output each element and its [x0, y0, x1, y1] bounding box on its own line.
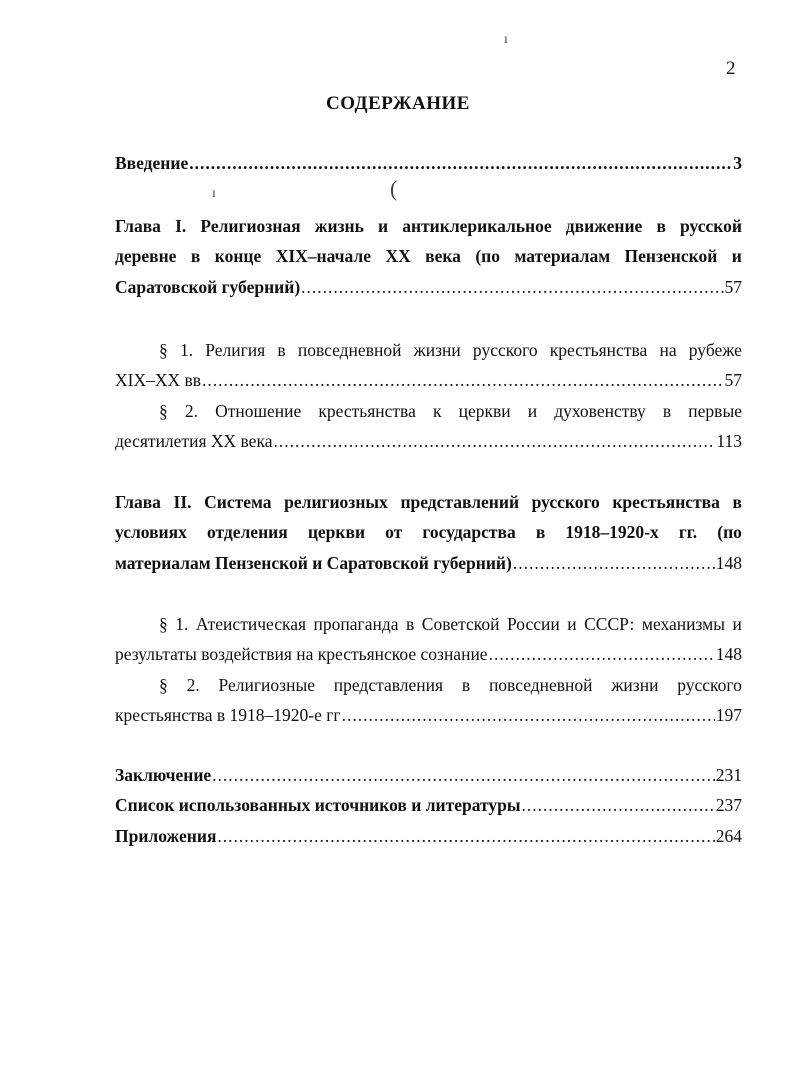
leader-dots	[202, 369, 723, 391]
toc-section-title: десятилетия XX века	[115, 431, 273, 451]
leader-dots	[212, 764, 715, 786]
toc-section-1-1-line-2[interactable]	[115, 369, 742, 391]
toc-chapter-1-line-1[interactable]	[115, 215, 742, 237]
toc-section-1-2-line-2[interactable]	[115, 430, 742, 452]
toc-section-1-2-line-1[interactable]	[115, 400, 742, 422]
leader-dots	[301, 276, 723, 298]
toc-entry-title: Введение	[115, 153, 189, 173]
toc-section-2-1-line-2[interactable]	[115, 643, 742, 665]
toc-entry-sources[interactable]	[115, 794, 742, 816]
leader-dots	[342, 704, 715, 726]
toc-page-number: 197	[715, 705, 742, 725]
leader-dots	[217, 825, 714, 847]
toc-page-number: 237	[715, 795, 742, 815]
toc-chapter-1-line-2[interactable]	[115, 245, 742, 267]
leader-dots	[189, 152, 732, 174]
toc-page-number: 231	[715, 765, 742, 785]
toc-section-2-2-line-2[interactable]	[115, 704, 742, 726]
toc-chapter-2-line-2[interactable]	[115, 521, 742, 543]
toc-entry-intro[interactable]	[115, 152, 742, 174]
toc-chapter-title: условиях отделения церкви от государства в 1918–1920-х гг. (по	[115, 522, 742, 542]
toc-chapter-2-line-1[interactable]	[115, 491, 742, 513]
toc-page-number: 264	[715, 826, 742, 846]
scan-mark: (	[390, 176, 398, 201]
toc-page-number: 148	[715, 553, 742, 573]
toc-entry-conclusion[interactable]	[115, 764, 742, 786]
toc-section-title: § 2. Отношение крестьянства к церкви и духовенству в первые	[159, 401, 742, 421]
toc-section-title: § 1. Религия в повседневной жизни русского крестьянства на рубеже	[159, 340, 742, 360]
toc-page-number: 3	[733, 153, 742, 173]
toc-section-title: § 1. Атеистическая пропаганда в Советской России и СССР: механизмы и	[159, 614, 742, 634]
toc-page-number: 57	[724, 370, 742, 390]
toc-chapter-title: Глава I. Религиозная жизнь и антиклерикальное движение в русской	[115, 216, 742, 236]
leader-dots	[522, 794, 715, 816]
toc-page-number: 57	[724, 277, 742, 297]
toc-entry-title: Заключение	[115, 765, 212, 785]
toc-section-title: крестьянства в 1918–1920-е гг	[115, 705, 341, 725]
leader-dots	[489, 643, 715, 665]
scan-mark: ı	[212, 186, 216, 201]
toc-section-2-1-line-1[interactable]	[115, 613, 742, 635]
scan-mark: ı	[504, 32, 508, 47]
toc-page-number: 113	[716, 431, 742, 451]
toc-chapter-title: Глава II. Система религиозных представлений русского крестьянства в	[115, 492, 742, 512]
toc-section-1-1-line-1[interactable]	[115, 339, 742, 361]
toc-chapter-title: деревне в конце XIX–начале XX века (по материалам Пензенской и	[115, 246, 742, 266]
toc-entry-title: Приложения	[115, 826, 217, 846]
toc-entry-title: Список использованных источников и литературы	[115, 795, 521, 815]
toc-chapter-title: Саратовской губерний)	[115, 277, 301, 297]
leader-dots	[273, 430, 715, 452]
toc-page-number: 148	[715, 644, 742, 664]
page-title: СОДЕРЖАНИЕ	[326, 93, 470, 114]
toc-entry-appendices[interactable]	[115, 825, 742, 847]
page-number: 2	[726, 58, 736, 79]
toc-chapter-title: материалам Пензенской и Саратовской губерний)	[115, 553, 512, 573]
toc-chapter-2-line-3[interactable]	[115, 552, 742, 574]
toc-section-2-2-line-1[interactable]	[115, 674, 742, 696]
toc-section-title: § 2. Религиозные представления в повседневной жизни русского	[159, 675, 742, 695]
leader-dots	[513, 552, 715, 574]
toc-section-title: XIX–XX вв	[115, 370, 202, 390]
toc-chapter-1-line-3[interactable]	[115, 276, 742, 298]
toc-section-title: результаты воздействия на крестьянское сознание	[115, 644, 488, 664]
